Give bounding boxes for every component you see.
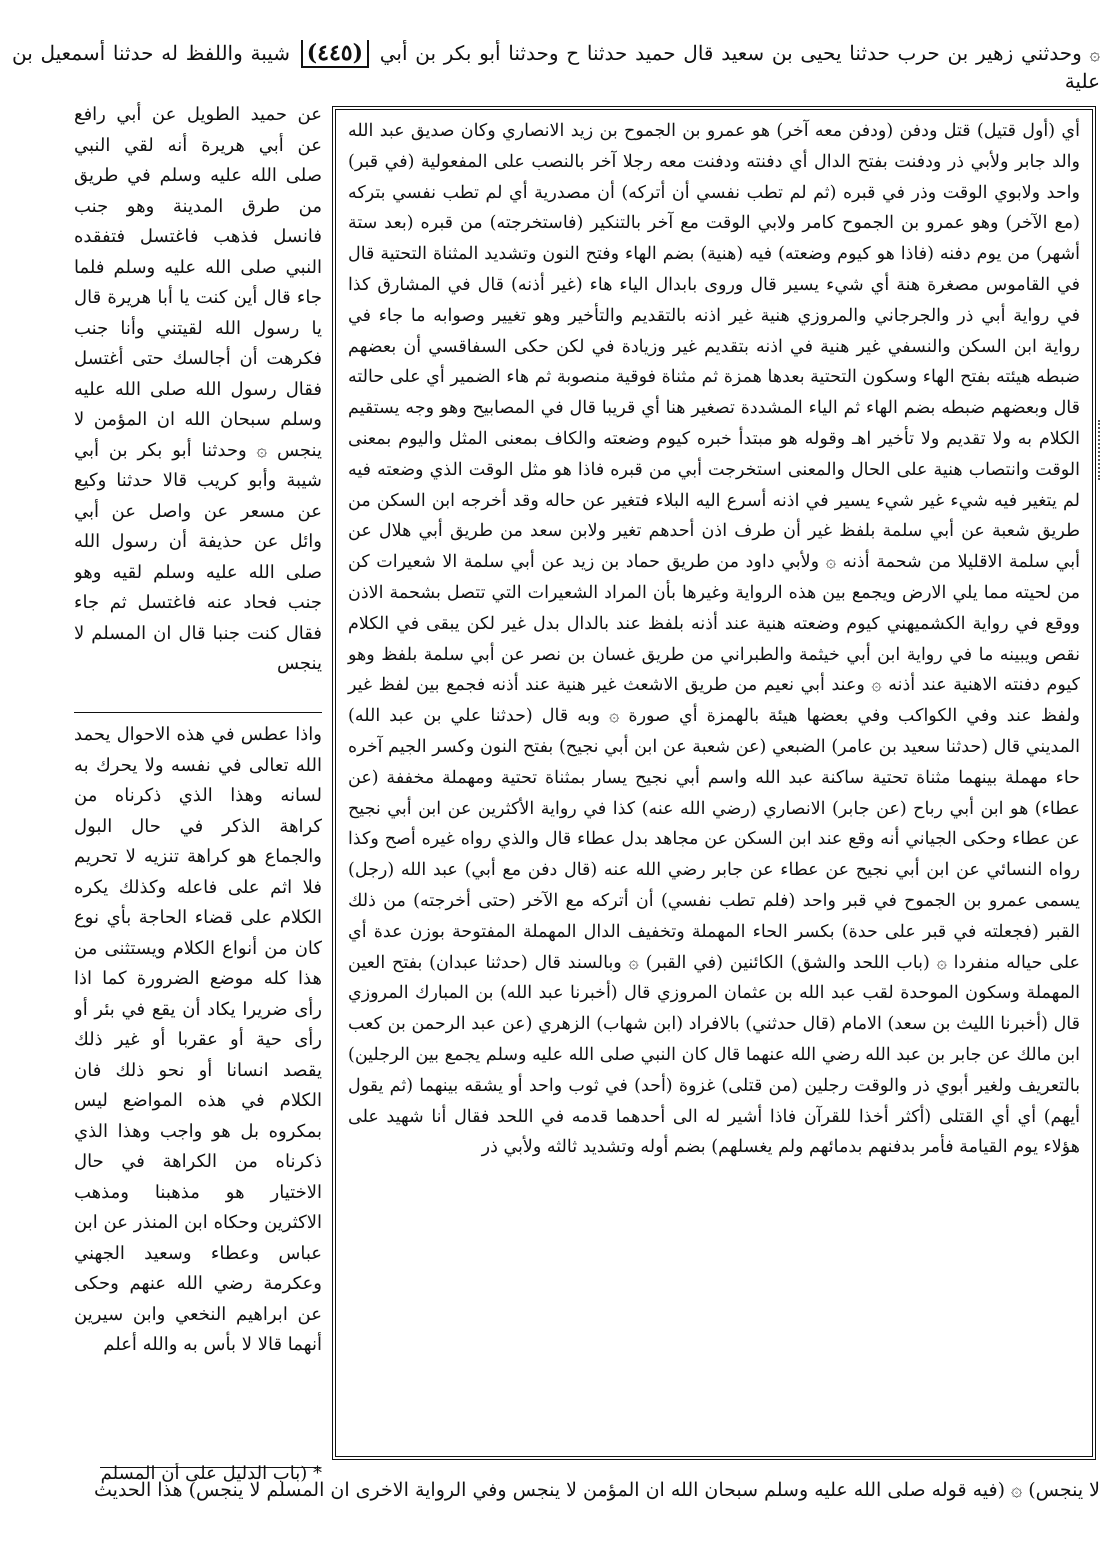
header-text-left: شيبة واللفظ له حدثنا أسمعيل بن علية [12,41,1100,93]
side-commentary-text: واذا عطس في هذه الاحوال يحمد الله تعالى في نفسه ولا يحرك به لسانه وهذا الذي ذكرناه من كراهة الذكر في حال البول والجماع هو كراهة تنزيه لا تحريم فلا اثم على فاعله وكذلك يكره الكلام على قضاء الحاجة بأي نوع كان من أنواع الكلام ويستثنى من هذا كله موضع الضرورة كما اذا رأى ضريرا يكاد أن يقع في بئر أو رأى حية أو عقربا أو غير ذلك يقصد انسانا أو نحو ذلك فان الكلام في هذه المواضع ليس بمكروه بل هو واجب وهذا الذي ذكرناه من الكراهة في حال الاختيار هو مذهبنا ومذهب الاكثرين وحكاه ابن المنذر عن ابن عباس وعطاء وسعيد الجهني وعكرمة رضي الله عنهم وحكى عن ابراهيم النخعي وابن سيرين أنهما قالا لا بأس به والله أعلم [74,724,322,1355]
main-commentary-frame [332,106,1096,1460]
flower-ornament-icon: ۞ [1089,44,1100,65]
side-chapter-heading: * (باب الدليل على أن المسلم [100,1463,322,1484]
header-text-right: وحدثني زهير بن حرب حدثنا يحيى بن سعيد قال حميد حدثنا ح وحدثنا أبو بكر بن أبي [379,41,1082,65]
side-hadith-text: عن حميد الطويل عن أبي رافع عن أبي هريرة أنه لقي النبي صلى الله عليه وسلم في طريق من طرق المدينة وهو جنب فانسل فذهب فاغتسل فتفقده النبي صلى الله عليه وسلم فلما جاء قال أين كنت يا أبا هريرة قال يا رسول الله لقيتني وأنا جنب فكرهت أن أجالسك حتى أغتسل فقال رسول الله صلى الله عليه وسلم سبحان الله ان المؤمن لا ينجس ۞ وحدثنا أبو بكر بن أبي شيبة وأبو كريب قالا حدثنا وكيع عن مسعر عن واصل عن أبي وائل عن حذيفة أن رسول الله صلى الله عليه وسلم لقيه وهو جنب فحاد عنه فاغتسل ثم جاء فقال كنت جنبا قال ان المسلم لا ينجس [74,104,322,674]
page-number: (٤٤٥) [301,40,369,68]
margin-mark [1098,420,1112,480]
page-header [12,40,1100,98]
footnote-text: لا ينجس) ۞ (فيه قوله صلى الله عليه وسلم سبحان الله ان المؤمن لا ينجس وفي الرواية الاخرى ان المسلم لا ينجس) هذا الحديث [94,1479,1100,1501]
main-commentary-text: أي (أول قتيل) قتل ودفن (ودفن معه آخر) هو عمرو بن الجموح بن زيد الانصاري وكان صديق عبد الله والد جابر ولأبي ذر ودفنت بفتح الدال أي دفنته ودفنت معه رجلا آخر بالنصب على المفعولية (في قبر) واحد ولابوي الوقت وذر في قبره (ثم لم تطب نفسي أن أتركه) أن مصدرية أي لم تطب نفسي بتركه (مع الآخر) وهو عمرو بن الجموح كامر ولابي الوقت مع آخر بالتنكير (فاستخرجته) من قبره (بعد ستة أشهر) من يوم دفنه (فاذا هو كيوم وضعته) فيه (هنية) بضم الهاء وفتح النون وتشديد المثناة التحتية قال في القاموس مصغرة هنة أي شيء يسير قال وروى بابدال الياء هاء (غير أذنه) قال في المشارق كذا في رواية أبي ذر والجرجاني والمروزي هنية غير اذنه بالتقديم والتأخير وهو تغيير وصوابه ما جاء في رواية ابن السكن والنسفي غير هنية في اذنه بتقديم غير وزيادة في لكن حكى السفاقسي أن بعضهم ضبطه هيئته بفتح الهاء وسكون التحتية بعدها همزة ثم مثناة فوقية منصوبة ثم هاء الضمير أي على حالته قال وبعضهم ضبطه بضم الهاء ثم الياء المشددة تصغير هنا أي قريبا قال في المصابيح وهو وجه يستقيم الكلام به ولا تقديم ولا تأخير اهـ وقوله هو مبتدأ خبره كيوم وضعته والكاف بمعنى المثل واليوم بمعنى الوقت وانتصاب هنية على الحال والمعنى استخرجت أبي من قبره فاذا هو مثل الوقت الذي وضعته فيه لم يتغير فيه شيء غير شيء يسير في اذنه أسرع اليه البلاء فتغير عن حاله وقد أخرجه ابن السكن من طريق شعبة عن أبي سلمة بلفظ غير أن طرف اذن أحدهم تغير ولابن سعد من طريق أبي هلال عن أبي سلمة الاقليلا من شحمة أذنه ۞ ولأبي داود من طريق حماد بن زيد عن أبي سلمة الا شعيرات كن من لحيته مما يلي الارض ويجمع بين هذه الرواية وغيرها بأن المراد الشعيرات التي تتصل بشحمة الاذن ووقع في رواية الكشميهني كيوم وضعته هنية عند أذنه بلفظ عند بالدال بدل غير لكن يبقى في الكلام نقص ويبينه ما في رواية ابن أبي خيثمة والطبراني من طريق غسان بن نصر عن أبي سلمة بلفظ وهو كيوم دفنته الاهنية عند أذنه ۞ وعند أبي نعيم من طريق الاشعث غير هنية عند أذنه فجمع بين لفظ غير ولفظ عند وفي الكواكب وفي بعضها هيئة بالهمزة أي صورة ۞ وبه قال (حدثنا علي بن عبد الله) المديني قال (حدثنا سعيد بن عامر) الضبعي (عن شعبة عن ابن أبي نجيح) بفتح النون وكسر الجيم آخره حاء مهملة بينهما مثناة تحتية ساكنة عبد الله واسم أبي نجيح يسار بمثناة تحتية ومهملة مخففة (عن عطاء) هو ابن أبي رباح (عن جابر) الانصاري (رضي الله عنه) كذا في رواية الأكثرين عن ابن أبي نجيح عن عطاء وحكى الجياني أنه وقع عند ابن السكن عن مجاهد بدل عطاء قال والذي رواه غيره أصح وكذا رواه النسائي عن ابن أبي نجيح عن عطاء عن جابر رضي الله عنه (قال دفن مع أبي) عبد الله (رجل) يسمى عمرو بن الجموح في قبر واحد (فلم تطب نفسي) أن أتركه مع الآخر (حتى أخرجته) من ذلك القبر (فجعلته في قبر على حدة) بكسر الحاء المهملة وتخفيف الدال المهملة المفتوحة بوزن عدة أي على حياله منفردا ۞ (باب اللحد والشق) الكائنين (في القبر) ۞ وبالسند قال (حدثنا عبدان) بفتح العين المهملة وسكون الموحدة لقب عبد الله بن عثمان المروزي قال (أخبرنا عبد الله) بن المبارك المروزي قال (أخبرنا الليث بن سعد) الامام (قال حدثني) بالافراد (ابن شهاب) الزهري (عن عبد الرحمن بن كعب ابن مالك عن جابر بن عبد الله رضي الله عنهما قال كان النبي صلى الله عليه وسلم يجمع بين الرجلين) بالتعريف ولغير أبوي ذر والوقت رجلين (من قتلى) غزوة (أحد) في ثوب واحد أو يشقه بينهما (ثم يقول أيهم) أي أي القتلى (أكثر أخذا للقرآن فاذا أشير له الى أحدهما قدمه في اللحد فقال أنا شهيد على هؤلاء يوم القيامة فأمر بدفنهم بدمائهم ولم يغسلهم) بضم أوله وتشديد ثالثه ولأبي ذر [348,121,1080,1158]
side-divider [74,712,322,713]
